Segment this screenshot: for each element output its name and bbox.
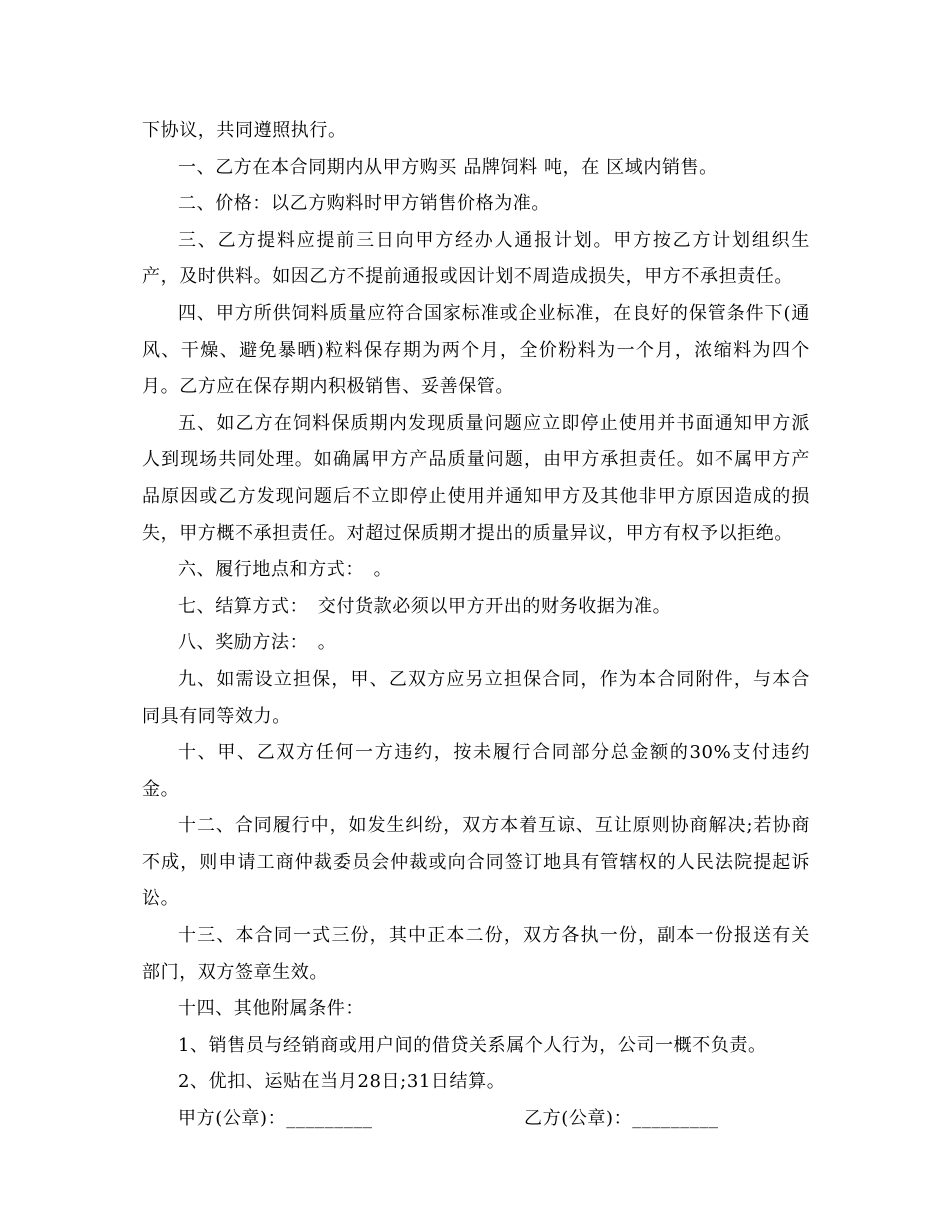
clause-2: 二、价格：以乙方购料时甲方销售价格为准。 (178, 193, 550, 215)
clause-13: 十三、本合同一式三份，其中正本二份，双方各执一份，副本一份报送有关部门，双方签章生效。 (142, 925, 810, 983)
contract-body (142, 113, 810, 1138)
clause-5: 五、如乙方在饲料保质期内发现质量问题应立即停止使用并书面通知甲方派人到现场共同处理。如确属甲方产品质量问题，由甲方承担责任。如不属甲方产品原因或乙方发现问题后不立即停止使用并通知甲方及其他非甲方原因造成的损失，甲方概不承担责任。对超过保质期才提出的质量异议，甲方有权予以拒绝。 (142, 412, 810, 544)
signature-row (142, 1101, 810, 1138)
clause-12: 十二、合同履行中，如发生纠纷，双方本着互谅、互让原则协商解决;若协商不成，则申请工商仲裁委员会仲裁或向合同签订地具有管辖权的人民法院提起诉讼。 (142, 815, 810, 910)
party-a-signature: 甲方(公章)：_________ (178, 1108, 373, 1130)
clause-10: 十、甲、乙双方任何一方违约，按未履行合同部分总金额的30%支付违约金。 (142, 742, 810, 800)
clause-9: 九、如需设立担保，甲、乙双方应另立担保合同，作为本合同附件，与本合同具有同等效力。 (142, 668, 810, 727)
clause-8: 八、奖励方法： 。 (178, 632, 337, 654)
clause-14: 十四、其他附属条件： (178, 998, 364, 1020)
paragraph-opening: 下协议，共同遵照执行。 (142, 120, 347, 141)
party-b-signature: 乙方(公章)：_________ (524, 1108, 719, 1130)
clause-4: 四、甲方所供饲料质量应符合国家标准或企业标准，在良好的保管条件下(通风、干燥、避免暴晒)粒料保存期为两个月，全价粉料为一个月，浓缩料为四个月。乙方应在保存期内积极销售、妥善保管。 (142, 302, 810, 398)
clause-3: 三、乙方提料应提前三日向甲方经办人通报计划。甲方按乙方计划组织生产，及时供料。如因乙方不提前通报或因计划不周造成损失，甲方不承担责任。 (142, 229, 810, 288)
clause-6: 六、履行地点和方式： 。 (178, 559, 393, 581)
clause-1: 一、乙方在本合同期内从甲方购买 品牌饲料 吨，在 区域内销售。 (178, 156, 718, 178)
sub-clause-1: 1、销售员与经销商或用户间的借贷关系属个人行为，公司一概不负责。 (178, 1034, 767, 1056)
sub-clause-2: 2、优扣、运贴在当月28日;31日结算。 (178, 1071, 506, 1093)
clause-7: 七、结算方式： 交付货款必须以甲方开出的财务收据为准。 (178, 595, 672, 617)
